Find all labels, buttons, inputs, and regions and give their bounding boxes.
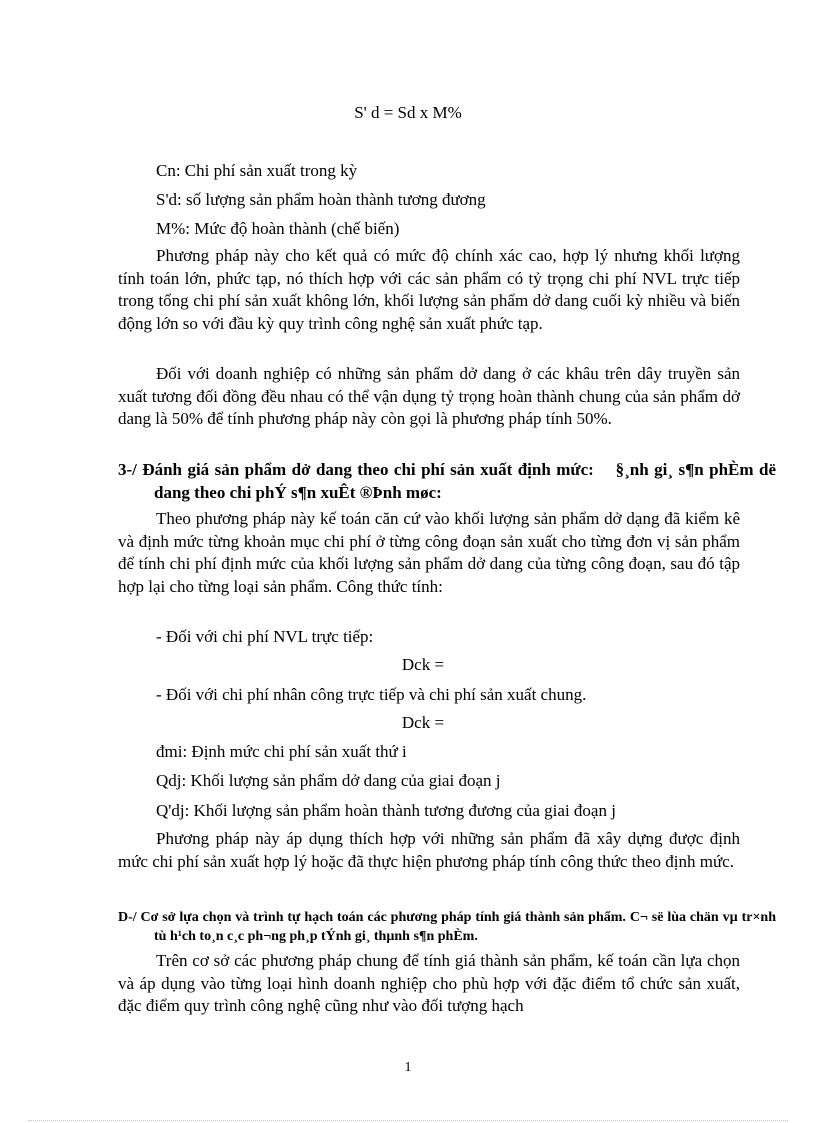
paragraph-2: Đối với doanh nghiệp có những sản phẩm dở dang ở các khâu trên dây truyền sản xuất tương đối đồng đều nhau có thể vận dụng tỷ trọng hoàn thành chung của sản phẩm dở dang là 50% để tính phương pháp này còn gọi là phương pháp tính 50%. — [118, 364, 740, 428]
page-bottom-border — [28, 1120, 788, 1121]
heading-d-text: D-/ Cơ sở lựa chọn và trình tự hạch toán các phương pháp tính giá thành sản phẩm. — [118, 910, 626, 925]
definition-qdj: Qdj: Khối lượng sản phẩm dở dang của giai đoạn j — [156, 771, 501, 790]
formula-dck-1: Dck = — [401, 655, 445, 674]
item-nvl: - Đối với chi phí NVL trực tiếp: — [156, 627, 374, 646]
paragraph-3: Theo phương pháp này kế toán căn cứ vào khối lượng sản phẩm dở dạng đã kiểm kê và định mức từng khoản mục chi phí ở từng công đoạn sản xuất cho từng đơn vị sản phẩm để tính chi phí định mức của khối lượng sản phẩm dở dang của từng công đoạn, sau đó tập hợp lại cho từng loại sản phẩm. Công thức tính: — [118, 509, 740, 596]
paragraph-5: Trên cơ sở các phương pháp chung để tính giá thành sản phẩm, kế toán cần lựa chọn và áp dụng vào từng loại hình doanh nghiệp cho phù hợp với đặc điểm tổ chức sản xuất, đặc điểm quy trình công nghệ cũng như vào đối tượng hạch — [118, 951, 740, 1015]
item-nhan-cong: - Đối với chi phí nhân công trực tiếp và chi phí sản xuất chung. — [156, 685, 587, 704]
definition-m: M%: Mức độ hoàn thành (chế biến) — [156, 219, 400, 238]
definition-q-dj: Q'dj: Khối lượng sản phẩm hoàn thành tương đương của giai đoạn j — [156, 801, 616, 820]
paragraph-4: Phương pháp này áp dụng thích hợp với những sản phẩm đã xây dựng được định mức chi phí sản xuất hợp lý hoặc đã thực hiện phương pháp tính công thức theo định mức. — [118, 829, 740, 871]
heading-3 — [118, 459, 776, 504]
definition-cn: Cn: Chi phí sản xuất trong kỳ — [156, 161, 358, 180]
heading-3-text: 3-/ Đánh giá sản phẩm dở dang theo chi phí sản xuất định mức: — [118, 460, 594, 479]
paragraph-1: Phương pháp này cho kết quả có mức độ chính xác cao, hợp lý nhưng khối lượng tính toán lớn, phức tạp, nó thích hợp với các sản phẩm có tỷ trọng chi phí NVL trực tiếp trong tổng chi phí sản xuất không lớn, khối lượng sản phẩm dở dang cuối kỳ nhiều và biến động lớn so với đầu kỳ quy trình công nghệ sản xuất phức tạp. — [118, 246, 740, 333]
formula-main: S' d = Sd x M% — [354, 103, 462, 122]
definition-sd: S'd: số lượng sản phẩm hoàn thành tương đương — [156, 190, 486, 209]
formula-dck-2: Dck = — [401, 713, 445, 732]
heading-3-garbled: §¸nh gi¸ s¶n phÈm dë dang theo chi phÝ s¶n xuÊt ®Þnh møc: — [154, 460, 776, 502]
definition-dmi: đmi: Định mức chi phí sản xuất thứ i — [156, 742, 407, 761]
heading-d-garbled: C¬ së lùa chän vµ tr×nh tù h¹ch to¸n c¸c ph¬ng ph¸p tÝnh gi¸ thµnh s¶n phÈm. — [154, 910, 776, 944]
heading-d — [118, 908, 776, 946]
page-number: 1 — [404, 1060, 412, 1075]
